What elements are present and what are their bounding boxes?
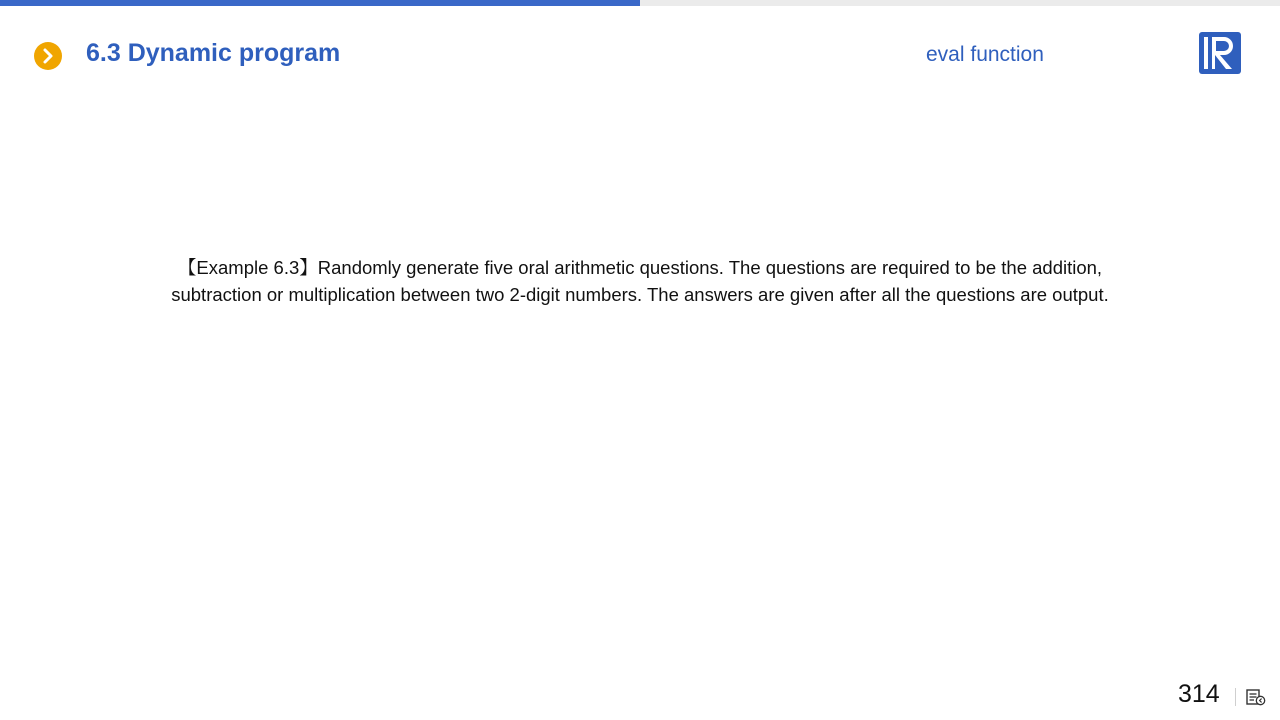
section-label: eval function [926, 43, 1044, 66]
example-line-2: subtraction or multiplication between two 2-digit numbers. The answers are given after all the questions are output. [171, 284, 1109, 305]
progress-bar-fill [0, 0, 640, 6]
progress-bar [0, 0, 1280, 6]
example-line-1: 【Example 6.3】Randomly generate five oral arithmetic questions. The questions are required to be the addition, [177, 257, 1103, 278]
footer-divider [1235, 688, 1236, 706]
company-logo-icon [1199, 32, 1241, 74]
slide-list-icon[interactable] [1245, 687, 1267, 707]
page-number: 314 [1178, 680, 1220, 708]
chevron-right-icon [34, 42, 62, 70]
example-description [100, 254, 1180, 308]
slide-title: 6.3 Dynamic program [86, 39, 341, 67]
